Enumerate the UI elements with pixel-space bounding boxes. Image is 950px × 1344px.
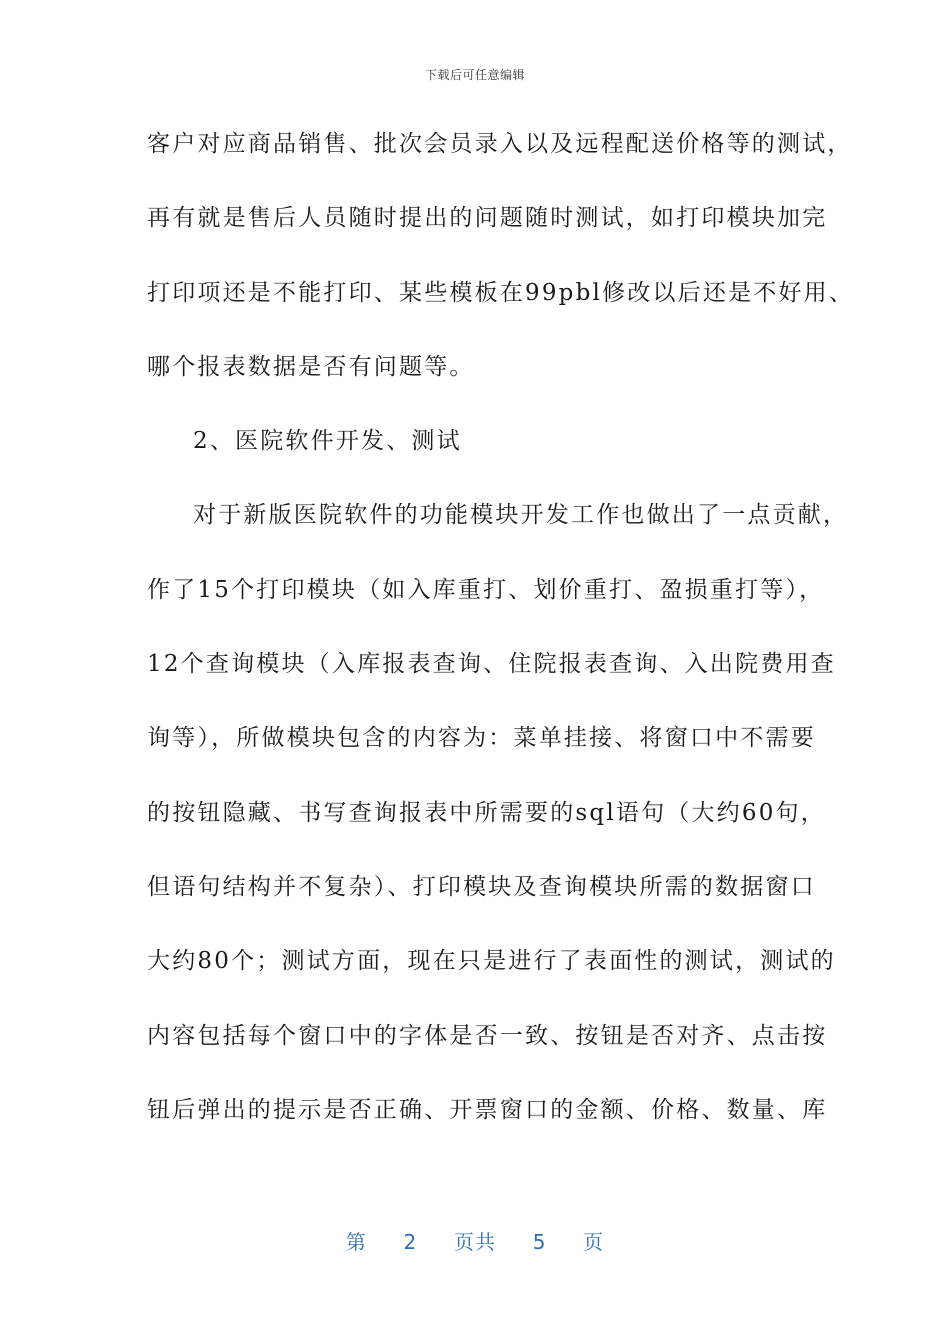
text-line: 再有就是售后人员随时提出的问题随时测试，如打印模块加完 bbox=[147, 205, 828, 232]
text-line: 哪个报表数据是否有问题等。 bbox=[147, 353, 475, 380]
section-heading: 2、医院软件开发、测试 bbox=[193, 428, 462, 455]
paragraph-start: 对于新版医院软件的功能模块开发工作也做出了一点贡献， bbox=[193, 502, 849, 529]
text-line: 询等），所做模块包含的内容为：菜单挂接、将窗口中不需要 bbox=[147, 725, 816, 752]
text-line: 钮后弹出的提示是否正确、开票窗口的金额、价格、数量、库 bbox=[147, 1096, 828, 1123]
page-label: 第 bbox=[345, 1230, 367, 1254]
page-header: 下载后可任意编辑 bbox=[424, 68, 525, 82]
text-line: 大约80个；测试方面，现在只是进行了表面性的测试，测试的 bbox=[147, 948, 836, 975]
document-body bbox=[147, 128, 855, 1168]
text-line: 但语句结构并不复杂）、打印模块及查询模块所需的数据窗口 bbox=[147, 873, 816, 900]
page-footer bbox=[0, 1226, 950, 1255]
text-line: 作了15个打印模块（如入库重打、划价重打、盈损重打等）， bbox=[147, 576, 825, 603]
page-number: 2 bbox=[403, 1230, 418, 1254]
text-line: 打印项还是不能打印、某些模板在99pbl修改以后还是不好用、 bbox=[147, 279, 855, 306]
text-line: 12个查询模块（入库报表查询、住院报表查询、入出院费用查 bbox=[147, 651, 836, 678]
text-line: 的按钮隐藏、书写查询报表中所需要的sql语句（大约60句， bbox=[147, 799, 826, 826]
page-end-label: 页 bbox=[583, 1230, 605, 1254]
text-line: 内容包括每个窗口中的字体是否一致、按钮是否对齐、点击按 bbox=[147, 1022, 828, 1049]
text-line: 客户对应商品销售、批次会员录入以及远程配送价格等的测试， bbox=[147, 131, 853, 157]
page-total: 5 bbox=[532, 1230, 547, 1254]
page-of-label: 页共 bbox=[454, 1230, 496, 1254]
